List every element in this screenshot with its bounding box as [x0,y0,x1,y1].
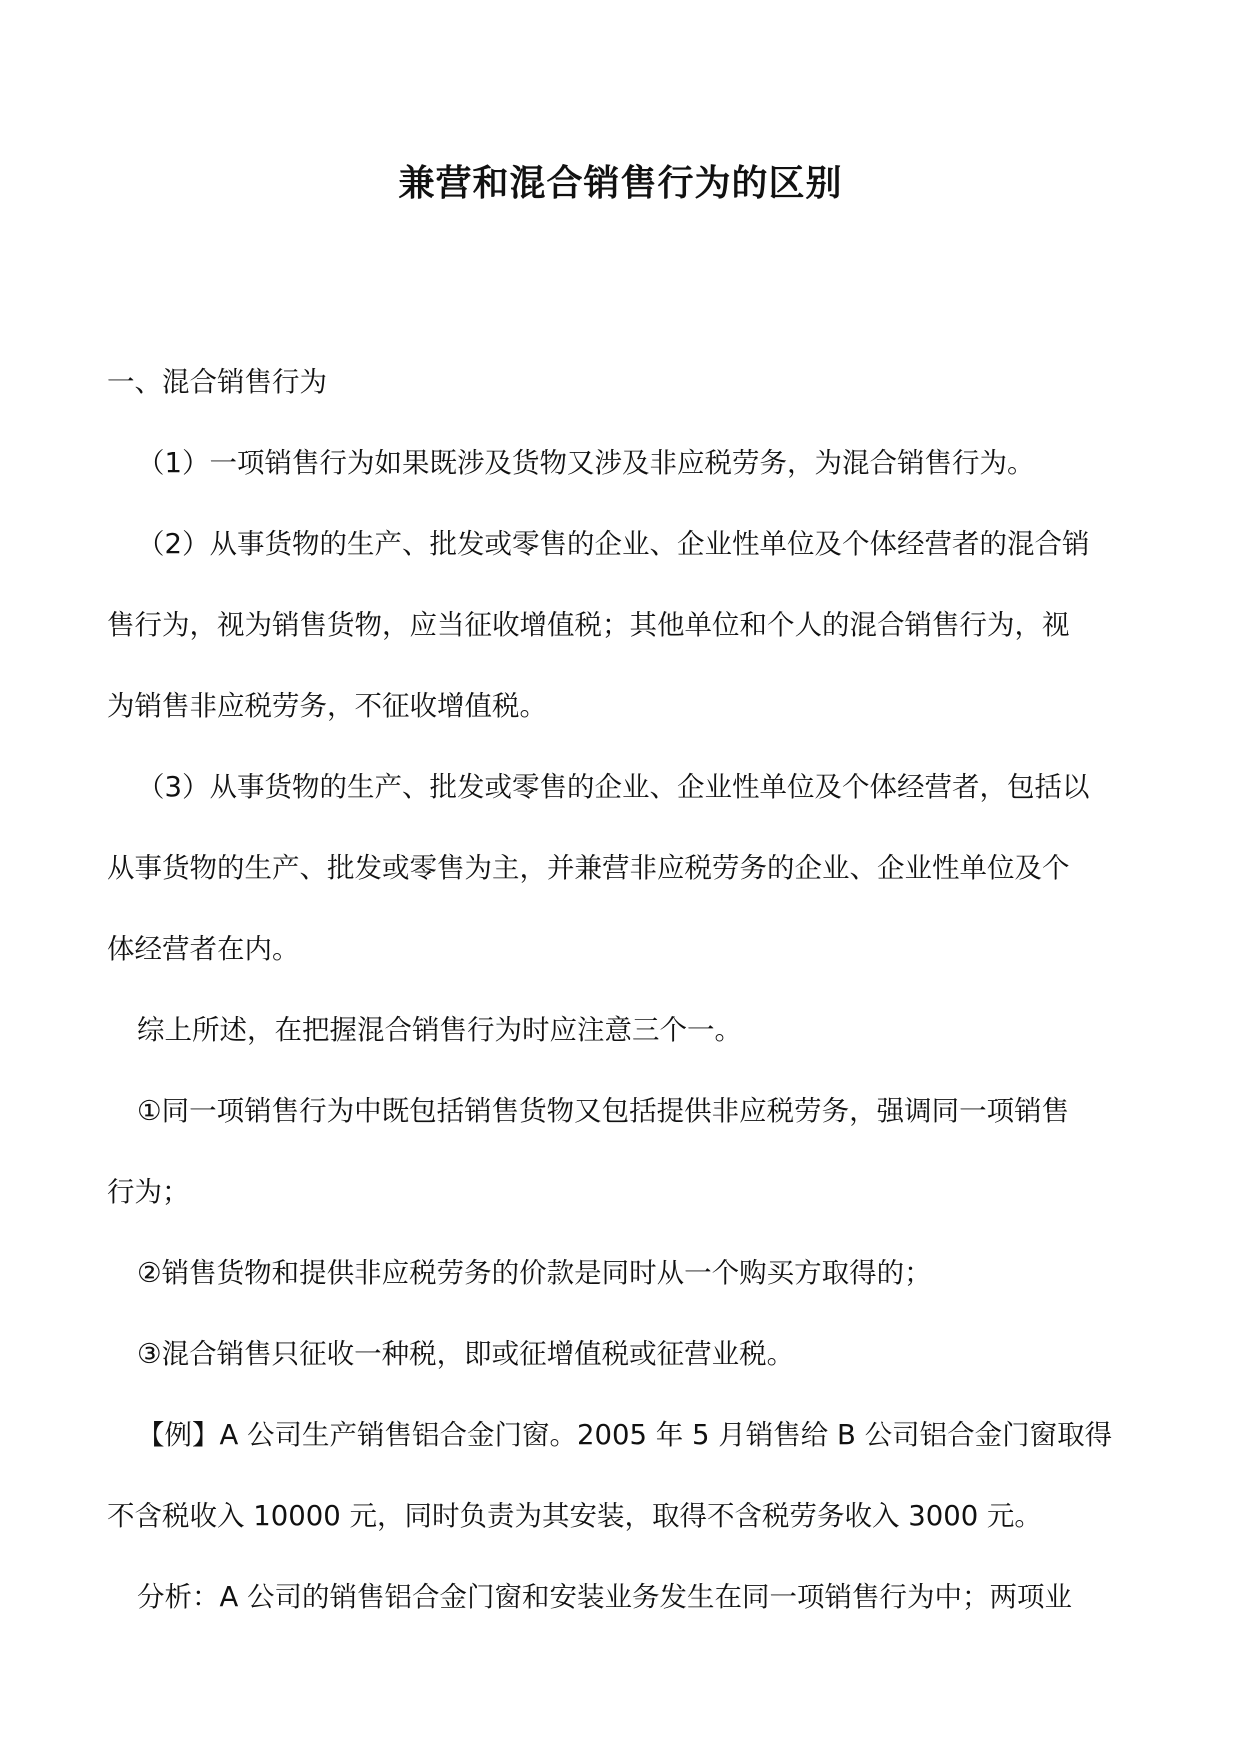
document-title: 兼营和混合销售行为的区别 [398,163,843,204]
paragraph-line: （3）从事货物的生产、批发或零售的企业、企业性单位及个体经营者，包括以 [137,771,1090,803]
paragraph-line: 从事货物的生产、批发或零售为主，并兼营非应税劳务的企业、企业性单位及个 [107,852,1070,884]
paragraph-line: 行为； [107,1176,190,1208]
paragraph-line: 【例】A 公司生产销售铝合金门窗。2005 年 5 月销售给 B 公司铝合金门窗取得 [137,1419,1113,1451]
paragraph-line: ①同一项销售行为中既包括销售货物又包括提供非应税劳务，强调同一项销售 [137,1095,1070,1127]
document-body [107,342,1137,1638]
paragraph-line: 综上所述，在把握混合销售行为时应注意三个一。 [137,1014,742,1046]
paragraph-line: 不含税收入 10000 元，同时负责为其安装，取得不含税劳务收入 3000 元。 [107,1500,1042,1532]
paragraph-line: （1）一项销售行为如果既涉及货物又涉及非应税劳务，为混合销售行为。 [137,447,1035,479]
section-heading: 一、混合销售行为 [107,366,327,398]
paragraph-line: （2）从事货物的生产、批发或零售的企业、企业性单位及个体经营者的混合销 [137,528,1090,560]
paragraph-line: ③混合销售只征收一种税，即或征增值税或征营业税。 [137,1338,795,1370]
paragraph-line: 为销售非应税劳务，不征收增值税。 [107,690,547,722]
paragraph-line: 体经营者在内。 [107,933,300,965]
paragraph-line: 分析：A 公司的销售铝合金门窗和安装业务发生在同一项销售行为中；两项业 [137,1581,1073,1613]
paragraph-line: 售行为，视为销售货物，应当征收增值税；其他单位和个人的混合销售行为，视 [107,609,1070,641]
paragraph-line: ②销售货物和提供非应税劳务的价款是同时从一个购买方取得的； [137,1257,932,1289]
